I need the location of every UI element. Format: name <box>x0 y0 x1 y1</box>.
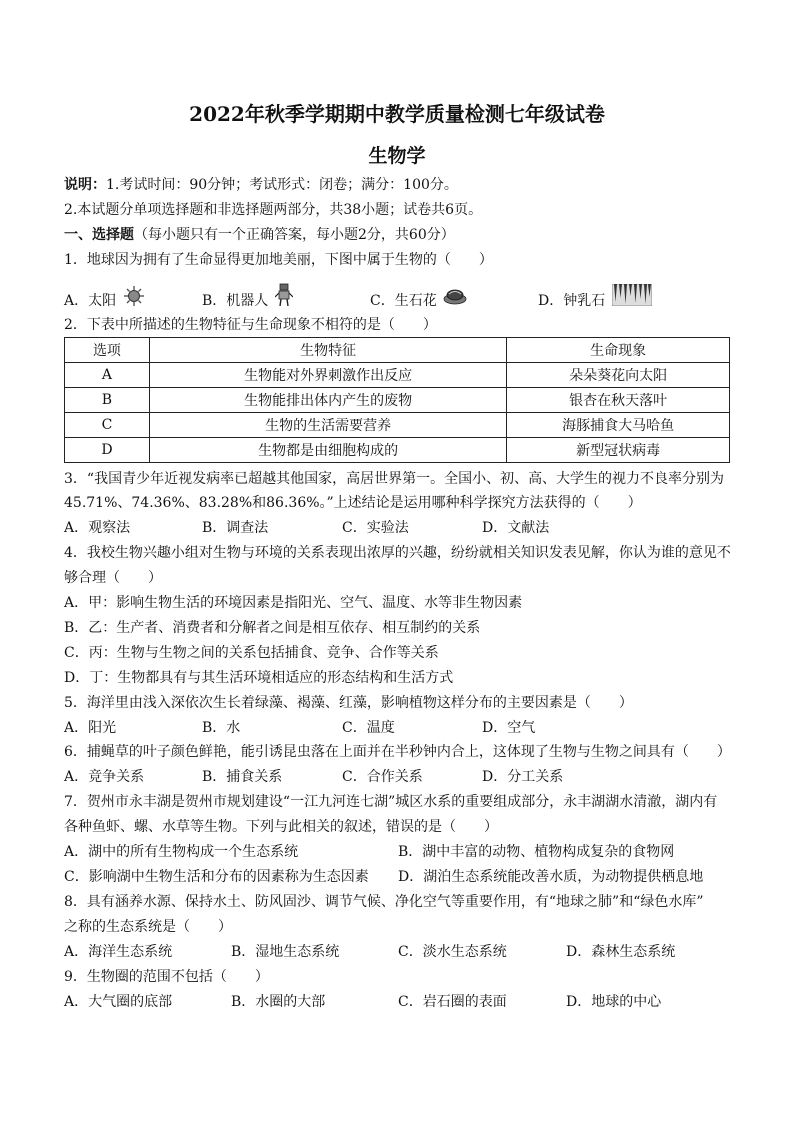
table-cell: 生物的生活需要营养 <box>149 413 506 438</box>
table-cell: 海豚捕食大马哈鱼 <box>507 413 730 438</box>
q1-option-a-label: A．太阳 <box>64 293 117 309</box>
stalactite-icon <box>612 284 652 306</box>
section-label: 一、选择题 <box>64 227 134 243</box>
q2-table-header <box>65 338 730 363</box>
q8-stem-line-1: 8．具有涵养水源、保持水土、防风固沙、调节气候、净化空气等重要作用，有“地球之肺”和“绿色水库” <box>64 894 704 910</box>
q3-stem-line-2: 45.71%、74.36%、83.28%和86.36%。”上述结论是运用哪种科学探究方法获得的（ ） <box>64 495 642 511</box>
table-cell: 生物都是由细胞构成的 <box>149 438 506 463</box>
table-row <box>65 413 730 438</box>
notes-line-2: 2.本试题分单项选择题和非选择题两部分，共38小题；试卷共6页。 <box>64 202 483 218</box>
q1-option-b-label: B．机器人 <box>202 293 269 309</box>
lithops-plant-icon <box>443 287 467 305</box>
q5-option-b[interactable]: B．水 <box>202 720 241 736</box>
q9-option-d[interactable]: D．地球的中心 <box>566 994 662 1010</box>
section-heading <box>64 226 455 244</box>
q5-option-c[interactable]: C．温度 <box>342 720 395 736</box>
q8-option-c[interactable]: C．淡水生态系统 <box>398 944 507 960</box>
q7-option-a[interactable]: A．湖中的所有生物构成一个生态系统 <box>64 844 299 860</box>
q7-stem-line-1: 7．贺州市永丰湖是贺州市规划建设“一江九河连七湖”城区水系的重要组成部分，永丰湖湖水清澈，湖内有 <box>64 794 718 810</box>
q4-option-d[interactable]: D．丁：生物都具有与其生活环境相适应的形态结构和生活方式 <box>64 670 454 686</box>
table-cell: 朵朵葵花向太阳 <box>507 363 730 388</box>
table-cell: 生物能对外界刺激作出反应 <box>149 363 506 388</box>
q1-stem: 1．地球因为拥有了生命显得更加地美丽，下图中属于生物的（ ） <box>64 252 493 268</box>
notes-text-1: 1.考试时间：90分钟；考试形式：闭卷；满分：100分。 <box>106 177 458 193</box>
q8-option-d[interactable]: D．森林生态系统 <box>566 944 676 960</box>
q4-option-c[interactable]: C．丙：生物与生物之间的关系包括捕食、竞争、合作等关系 <box>64 645 439 661</box>
table-cell: A <box>65 363 150 388</box>
q3-stem-line-1: 3．“我国青少年近视发病率已超越其他国家，高居世界第一。全国小、初、高、大学生的视力不良率分别为 <box>64 471 725 487</box>
q2-stem: 2．下表中所描述的生物特征与生命现象不相符的是（ ） <box>64 317 437 333</box>
q4-stem-line-2: 够合理（ ） <box>64 570 162 586</box>
q7-option-d[interactable]: D．湖泊生态系统能改善水质，为动物提供栖息地 <box>398 869 704 885</box>
q6-stem: 6．捕蝇草的叶子颜色鲜艳，能引诱昆虫落在上面并在半秒钟内合上，这体现了生物与生物之间具有（ ） <box>64 744 731 760</box>
table-row <box>65 388 730 413</box>
table-cell: D <box>65 438 150 463</box>
q1-option-c[interactable] <box>370 292 467 310</box>
q2-header-option: 选项 <box>65 338 150 363</box>
q1-option-b[interactable] <box>202 292 293 310</box>
q2-header-feature: 生物特征 <box>149 338 506 363</box>
table-row <box>65 363 730 388</box>
q7-stem-line-2: 各种鱼虾、螺、水草等生物。下列与此相关的叙述，错误的是（ ） <box>64 819 498 835</box>
table-row <box>65 438 730 463</box>
table-cell: C <box>65 413 150 438</box>
q6-option-d[interactable]: D．分工关系 <box>482 769 564 785</box>
q5-option-d[interactable]: D．空气 <box>482 720 536 736</box>
q9-option-a[interactable]: A．大气圈的底部 <box>64 994 173 1010</box>
q9-option-b[interactable]: B．水圈的大部 <box>231 994 326 1010</box>
q8-option-b[interactable]: B．湿地生态系统 <box>231 944 340 960</box>
sun-icon <box>123 285 145 307</box>
q8-option-a[interactable]: A．海洋生态系统 <box>64 944 173 960</box>
q8-stem-line-2: 之称的生态系统是（ ） <box>64 919 232 935</box>
q7-option-b[interactable]: B．湖中丰富的动物、植物构成复杂的食物网 <box>398 844 675 860</box>
q2-header-phenomenon: 生命现象 <box>507 338 730 363</box>
table-cell: B <box>65 388 150 413</box>
exam-title: 2022年秋季学期期中教学质量检测七年级试卷 <box>189 102 605 126</box>
table-cell: 新型冠状病毒 <box>507 438 730 463</box>
q5-option-a[interactable]: A．阳光 <box>64 720 117 736</box>
q4-option-a[interactable]: A．甲：影响生物生活的环境因素是指阳光、空气、温度、水等非生物因素 <box>64 595 523 611</box>
notes-label: 说明： <box>64 177 106 193</box>
q7-option-c[interactable]: C．影响湖中生物生活和分布的因素称为生态因素 <box>64 869 369 885</box>
q3-option-a[interactable]: A．观察法 <box>64 520 131 536</box>
q1-option-d[interactable] <box>538 292 652 310</box>
notes-line-1 <box>64 176 458 194</box>
q6-option-b[interactable]: B．捕食关系 <box>202 769 283 785</box>
q4-option-b[interactable]: B．乙：生产者、消费者和分解者之间是相互依存、相互制约的关系 <box>64 620 481 636</box>
q9-option-c[interactable]: C．岩石圈的表面 <box>398 994 507 1010</box>
exam-subject: 生物学 <box>368 145 426 167</box>
table-cell: 银杏在秋天落叶 <box>507 388 730 413</box>
q1-option-c-label: C．生石花 <box>370 293 437 309</box>
q6-option-c[interactable]: C．合作关系 <box>342 769 423 785</box>
section-desc: （每小题只有一个正确答案，每小题2分，共60分） <box>134 227 455 243</box>
q3-option-d[interactable]: D．文献法 <box>482 520 550 536</box>
table-cell: 生物能排出体内产生的废物 <box>149 388 506 413</box>
q9-stem: 9．生物圈的范围不包括（ ） <box>64 969 269 985</box>
q4-stem-line-1: 4．我校生物兴趣小组对生物与环境的关系表现出浓厚的兴趣，纷纷就相关知识发表见解，你认为谁的意见不 <box>64 545 731 561</box>
q2-table <box>64 337 730 463</box>
q3-option-b[interactable]: B．调查法 <box>202 520 269 536</box>
q3-option-c[interactable]: C．实验法 <box>342 520 409 536</box>
q1-option-d-label: D．钟乳石 <box>538 293 606 309</box>
q1-option-a[interactable] <box>64 292 145 310</box>
q6-option-a[interactable]: A．竞争关系 <box>64 769 145 785</box>
robot-icon <box>275 283 293 307</box>
q5-stem: 5．海洋里由浅入深依次生长着绿藻、褐藻、红藻，影响植物这样分布的主要因素是（ ） <box>64 695 633 711</box>
